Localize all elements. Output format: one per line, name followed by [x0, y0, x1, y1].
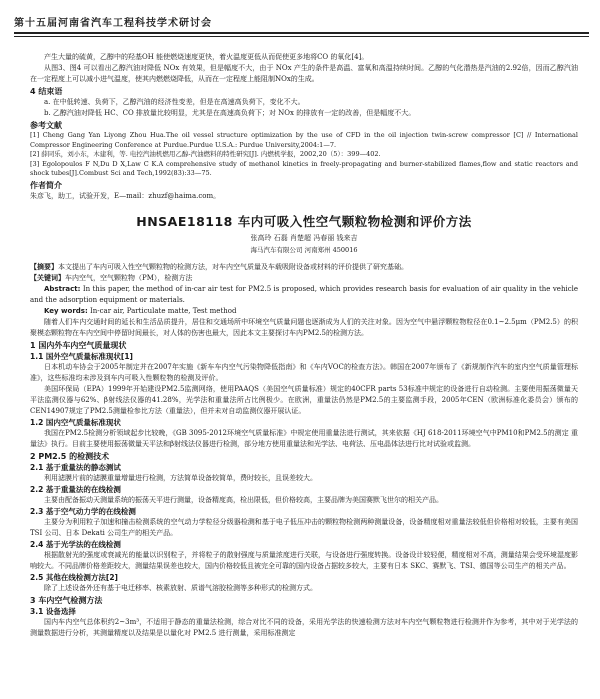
section-1-1-paragraph-2: 美国环保局（EPA）1999年开始建设PM2.5监测网络，使用PAAQS（美国空气质量标准）规定的40CFR parts 53标准中规定的设备进行自动检测。主要使用振荡微量天平法监测仪器与62%、β射线法仪器的41.28%，光学法和重量法所占比例极少。在欧洲，重量法仍然是PM2.5的主要监测手段，2005年CEN（欧洲标准化委员会）颁布的CEN14907规定了PM2.5测量检参比方法（重量法），但并未对自动监测仪器开展认证。 — [30, 384, 578, 415]
header-rule-thin — [14, 36, 589, 37]
prev-paragraph-1: 产生大量的硫黄，乙醇中的羟基OH 能使燃烧速度更快，着火温度更低从而促使更多地将CO 的氧化[4]。 — [44, 53, 369, 61]
keywords-cn — [30, 273, 578, 284]
section-2-3-heading: 2.3 基于空气动力学的在线检测 — [30, 506, 136, 516]
abstract-text: 本文提出了车内可吸入性空气颗粒物的检测方法，对车内空气质量及车载吸附设备或材料的评价提供了研究基础。 — [58, 262, 408, 271]
journal-header — [14, 14, 589, 29]
section-2-5-heading: 2.5 其他在线检测方法[2] — [30, 572, 118, 582]
section-1-2-heading: 1.2 国内空气质量标准现状 — [30, 417, 121, 427]
reference-item: [1] Cheng Gang Yan Liyong Zhou Hua.The oil vessel structure optimization by the use of CFD in the oil injection twin-screw compressor [C] // International Compressor Engineering Conference at Purdue.Purdue U.S.A.: Purdue University,2004:1—7. — [30, 131, 578, 149]
section-2-4-heading: 2.4 基于光学法的在线检测 — [30, 539, 121, 549]
abstract-en-label: Abstract: — [44, 284, 81, 293]
section-1-1-paragraph-1: 日本机动车协会于2005年制定并在2007年实施《新车车内空气污染物降低指南》和《车内VOC的检查方法》。韩国在2007年颁布了《新规制作汽车的室内空气质量管理标准》，这些标准均未涉及到车内可吸入性颗粒物的检测及评价。 — [30, 362, 578, 382]
section-2-4-paragraph: 根据散射光的强度或衰减光的能量以识别粒子，并将粒子的散射强度与质量浓度进行关联，与设备进行强度转换。设备设计较轻便，精度相对不高，测量结果会受环境湿度影响较大。不同品牌价格差距较大，测量结果误差也较大，国内价格较低且被完全可靠的国内设备占据较多较大，主要有日本 SKC、赛默飞、TSI、德国等公司生产的相关产品。 — [30, 550, 578, 570]
abstract-cn — [30, 262, 578, 273]
article-authors: 张高玲 石磊 肖楚超 冯春丽 钱来吉 — [250, 233, 358, 242]
content — [30, 52, 578, 639]
conclusion-heading: 4 结束语 — [30, 87, 63, 96]
section-3-heading: 3 车内空气检测方法 — [30, 595, 103, 605]
keywords-text: 车内空气，空气颗粒物（PM），检测方法 — [65, 273, 193, 282]
abstract-label: 【摘要】 — [30, 262, 58, 271]
section-1-2-paragraph: 我国在PM2.5检测分析领域起步比较晚，《GB 3095-2012环境空气质量标准》中规定使用重量法进行测试，其来依据《HJ 618-2011环境空气中PM10和PM2.5的测定 重量法》执行。目前主要使用振荡微量天平法和β射线法仪器进行检测，部分地方使用重量法和光学法、电荷法、压电晶体法进行比对试验或监测。 — [30, 428, 578, 448]
section-2-1-heading: 2.1 基于重量法的静态测试 — [30, 462, 121, 472]
section-2-2-heading: 2.2 基于重量法的在线检测 — [30, 484, 121, 494]
abstract-en-text: In this paper, the method of in-car air test for PM2.5 is proposed, which provides research basis for evaluation of air quality in the vehicle and the adsorption equipment or materials. — [30, 284, 578, 304]
journal-title: 第十五届河南省汽车工程科技学术研讨会 — [14, 18, 212, 29]
article-affiliation: 海马汽车有限公司 河南郑州 450016 — [250, 245, 358, 254]
prev-paragraph-2: 从图3、图4 可以看出乙醇汽油对降低 NOx 有效果，但是幅度不大，由于 NOx 产生的条件是高温、富氧和高温持续时间。乙醇的气化潜热是汽油的2.92倍，因而乙醇汽油在一定程度上可以减小进气温度，使其内燃燃烧降低，从而在一定程度上能阻制NOx的生成。 — [30, 64, 578, 83]
reference-item: [2] 薛同乐，刘小东，木建利，等. 电控汽油机燃用乙醇-汽油燃料的特性研究[J]. 内燃机学报，2002,20（5）：399—402. — [30, 150, 381, 158]
section-3-1-heading: 3.1 设备选择 — [30, 606, 76, 616]
section-2-heading: 2 PM2.5 的检测技术 — [30, 451, 110, 461]
conclusion-item-a: a. 在中低转速、负荷下，乙醇汽油的经济性变差，但是在高速高负荷下，变化不大。 — [44, 98, 305, 106]
keywords-en-label: Key words: — [44, 306, 88, 315]
conclusion-item-b: b. 乙醇汽油对降低 HC、CO 排放量比较明显，尤其是在高速高负荷下；对 NOx 的排放有一定的改善，但是幅度不大。 — [44, 109, 416, 117]
abstract-en — [30, 284, 578, 306]
article-title: HNSAE18118 车内可吸入性空气颗粒物检测和评价方法 — [136, 213, 472, 229]
author-intro-heading: 作者简介 — [30, 180, 62, 190]
intro-paragraph: 随着人们车内交通时间的延长和生活品质提升，居住和交通场所中环境空气质量问题也逐渐成为人们的关注对象。因为空气中悬浮颗粒物粒径在0.1~2.5μm（PM2.5）的积聚模态颗粒物在车内空间中停留时间最长，对人体的伤害也最大，因此本文主要探讨车内PM2.5的检测方法。 — [30, 317, 578, 337]
author-intro: 朱彦飞，助工，试验开发，E—mail：zhuzf@haima.com。 — [30, 191, 221, 200]
references-heading: 参考文献 — [30, 121, 62, 130]
section-2-1-paragraph: 利用滤膜片前的滤膜重量增量进行检测，方法简单设备较简单，费时较长，且误差较大。 — [44, 473, 317, 482]
keywords-en-text: In-car air, Particulate matte, Test method — [90, 306, 237, 315]
section-1-1-heading: 1.1 国外空气质量标准现状[1] — [30, 351, 133, 361]
keywords-en — [30, 306, 578, 317]
section-3-1-paragraph: 国内车内空气总体积约2~3m³，不适用于静态的重量法检测，综合对比不同的设备，采用光学法的快速检测方法对车内空气颗粒物进行检测并作为参考，其中对于光学法的测量数据进行分析，其测量精度以及结果是以量化对 PM2.5 进行测量，采用标准测定 — [30, 617, 578, 637]
header-rule — [14, 32, 589, 34]
section-2-2-paragraph: 主要由配备振动天测量系统的振荡天平进行测量，设备精度高，检出限低，但价格较高，主要品牌为美国赛默飞世尔的相关产品。 — [44, 495, 443, 504]
keywords-label: 【关键词】 — [30, 273, 65, 282]
reference-item: [3] Egolopoulos F N,Du D X,Law C K.A comprehensive study of methanol kinetics in freely-propagating and burner-stabilized flames,flow and static reactors and shock tubes[J].Combust Sci and Tech,1992(83):33—75. — [30, 159, 578, 177]
section-1-heading: 1 国内外车内空气质量现状 — [30, 340, 127, 350]
section-2-5-paragraph: 除了上述设备外还有基于电迁移率、核素放射、质谱气溶胶检测等多种形式的检测方式。 — [44, 583, 317, 592]
section-2-3-paragraph: 主要分为利用粒子加速和撞击检测系统的空气动力学粒径分级器检测和基于电子低压冲击的颗粒物检测两种测量设备，设备精度相对重量法较低但价格相对较低，主要有美国 TSI 公司、日本 Dekati 公司生产的相关产品。 — [30, 517, 578, 537]
